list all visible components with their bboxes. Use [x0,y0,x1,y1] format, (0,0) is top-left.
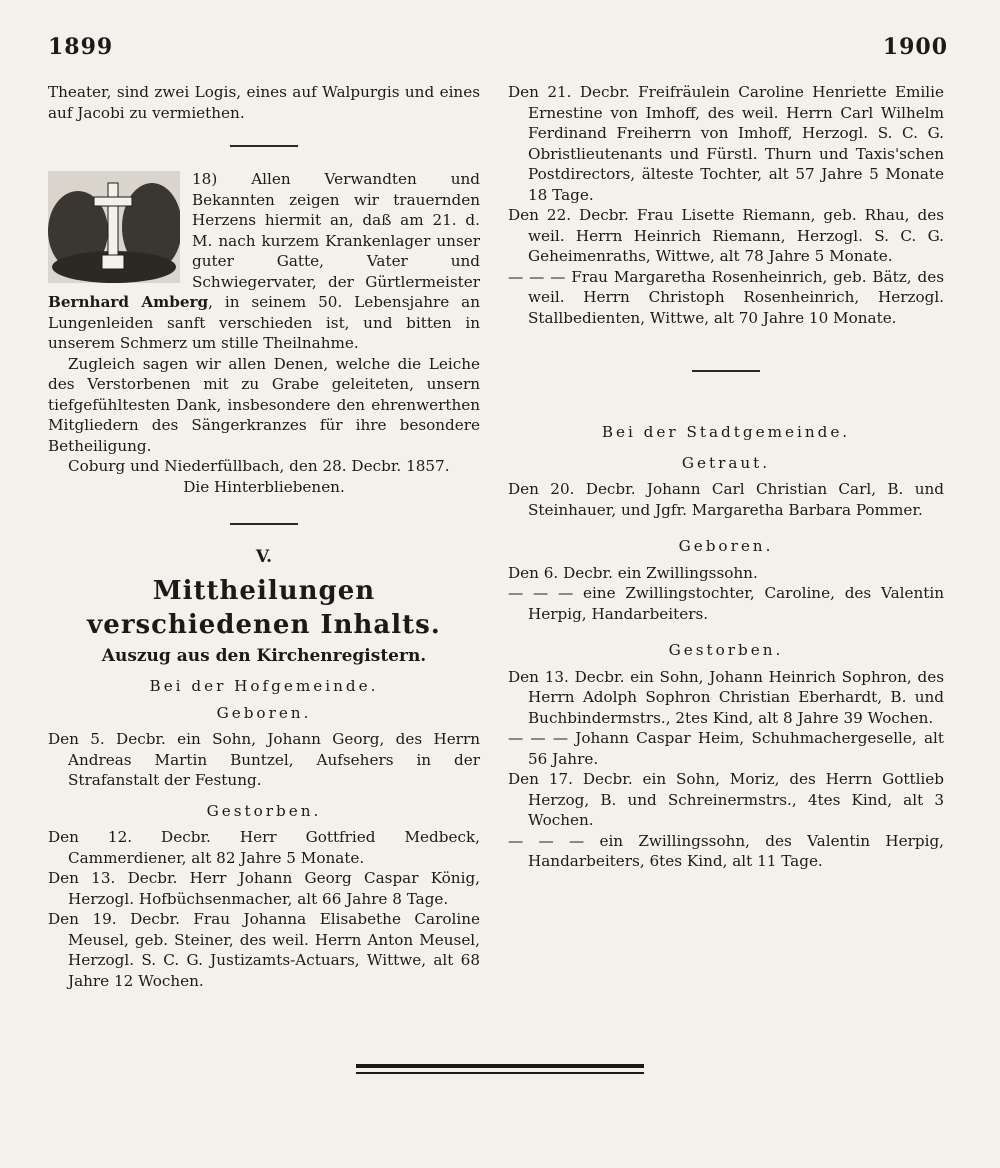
register-entry: Den 21. Decbr. Freifräulein Caroline Henriette Emilie Ernestine von Imhoff, des weil. Herrn Carl Wilhelm Ferdinand Freiherrn von Imhoff, Herzogl. S. C. G. Obristlieutenants und Fürstl. Thurn und Taxis'schen Postdirectors, älteste Tochter, alt 57 Jahre 5 Monate 18 Tage. [508,83,944,204]
thanks-paragraph: Zugleich sagen wir allen Denen, welche die Leiche des Verstorbenen mit zu Grabe geleiteten, unsern tiefgefühltesten Dank, insbesondere den ehrenwerthen Mitgliedern des Sängerkranzes für ihre besondere Betheiligung. [48,354,480,455]
section-number: V. [255,547,273,567]
intro-paragraph: Theater, sind zwei Logis, eines auf Walpurgis und eines auf Jacobi zu vermiethen. [48,83,480,122]
page-number-left: 1899 [48,34,114,60]
register-entry: Den 17. Decbr. ein Sohn, Moriz, des Herrn Gottlieb Herzog, B. und Schreinermstrs., 4tes Kind, alt 3 Wochen. [508,770,944,829]
register-entry: — — — Frau Margaretha Rosenheinrich, geb. Bätz, des weil. Herrn Christoph Rosenheinrich, Herzogl. Stallbedienten, Wittwe, alt 70 Jahre 10 Monate. [508,267,944,327]
register-entry: Den 13. Decbr. ein Sohn, Johann Heinrich Sophron, des Herrn Adolph Sophron Christian Eberhardt, B. und Buchbindermstrs., 2tes Kind, alt 8 Jahre 39 Wochen. [508,667,944,727]
divider [692,370,760,372]
deceased-name: Bernhard Amberg [48,293,209,311]
parish-heading: Bei der Hofgemeinde. [149,677,379,695]
died-heading: Gestorben. [206,801,322,820]
register-entry: Den 12. Decbr. Herr Gottfried Medbeck, Cammerdiener, alt 82 Jahre 5 Monate. [48,828,480,867]
register-entry: — — — Johann Caspar Heim, Schuhmachergeselle, alt 56 Jahre. [508,729,944,768]
register-entry: Den 5. Decbr. ein Sohn, Johann Georg, des Herrn Andreas Martin Buntzel, Aufsehers in der Strafanstalt der Festung. [48,730,480,789]
born-heading: Geboren. [678,537,774,555]
register-entry: Den 22. Decbr. Frau Lisette Riemann, geb. Rhau, des weil. Herrn Heinrich Riemann, Herzogl. S. C. G. Geheimenraths, Wittwe, alt 78 Jahre 5 Monate. [508,206,944,265]
register-entry: Den 6. Decbr. ein Zwillingssohn. [508,563,758,582]
register-entry: Den 19. Decbr. Frau Johanna Elisabethe Caroline Meusel, geb. Steiner, des weil. Herrn Anton Meusel, Herzogl. S. C. G. Justizamts-Actuars, Wittwe, alt 68 Jahre 12 Wochen. [48,910,480,990]
born-heading: Geboren. [216,703,312,722]
divider [230,523,298,525]
divider [230,145,298,147]
notice-number: 18) [192,170,218,188]
register-entry: Den 13. Decbr. Herr Johann Georg Caspar König, Herzogl. Hofbüchsenmacher, alt 66 Jahre 8 Tage. [48,869,480,908]
grave-cross-illustration [48,171,180,283]
closing-rule [356,1072,644,1074]
notice-text-continued: , in seinem 50. Lebensjahre an Lungenleiden sanft verschieden ist, und bitten in unserem Schmerz um stille Theilnahme. [48,293,480,352]
register-entry: — — — ein Zwillingssohn, des Valentin Herpig, Handarbeiters, 6tes Kind, alt 11 Tage. [508,831,944,870]
notice-text: Allen Verwandten und Bekannten zeigen wir trauernden Herzens hiermit an, daß am 21. d. M. nach kurzem Krankenlager unser guter Gatte, Vater und Schwiegervater, der Gürtlermeister [192,170,480,291]
death-notice [48,169,480,354]
died-heading: Gestorben. [668,641,784,659]
section-subtitle: Auszug aus den Kirchenregistern. [101,645,427,666]
closing-rule [356,1064,644,1068]
married-heading: Getraut. [681,453,771,472]
right-column [508,82,944,872]
parish-heading: Bei der Stadtgemeinde. [601,423,851,441]
place-date: Coburg und Niederfüllbach, den 28. Decbr. 1857. [68,457,450,475]
signature: Die Hinterbliebenen. [183,477,345,496]
page-number-right: 1900 [882,34,948,60]
section-title: Mittheilungen verschiedenen Inhalts. [87,575,441,640]
register-entry: — — — eine Zwillingstochter, Caroline, des Valentin Herpig, Handarbeiters. [508,584,944,623]
register-entry: Den 20. Decbr. Johann Carl Christian Carl, B. und Steinhauer, und Jgfr. Margaretha Barbara Pommer. [508,480,944,519]
left-column [48,82,480,991]
